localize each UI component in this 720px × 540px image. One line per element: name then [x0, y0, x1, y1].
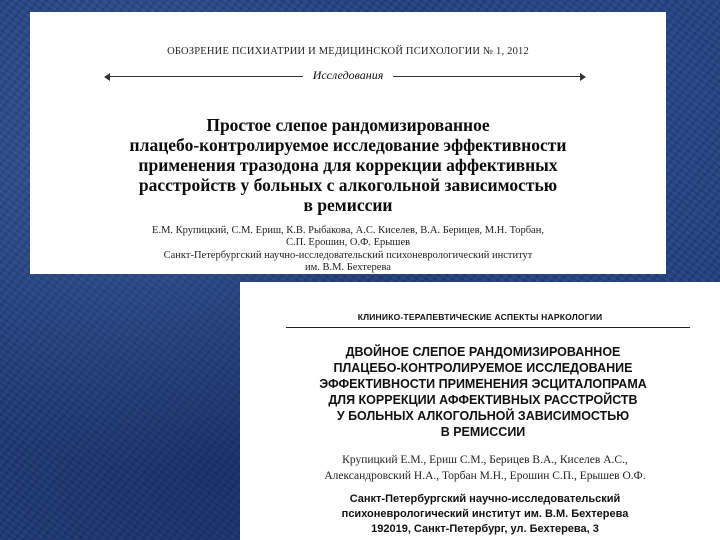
title-line: ДЛЯ КОРРЕКЦИИ АФФЕКТИВНЫХ РАССТРОЙСТВ	[328, 393, 638, 407]
institution-line: Санкт-Петербургский научно-исследовательский	[349, 493, 621, 505]
header-rule	[286, 327, 690, 328]
title-line: ДВОЙНОЕ СЛЕПОЕ РАНДОМИЗИРОВАННОЕ	[345, 345, 621, 359]
article-title	[280, 344, 686, 440]
institution-line: 192019, Санкт-Петербург, ул. Бехтерева, 3	[371, 523, 599, 535]
title-line: плацебо-контролируемое исследование эффективности	[129, 135, 567, 155]
title-line: ПЛАЦЕБО-КОНТРОЛИРУЕМОЕ ИССЛЕДОВАНИЕ	[333, 361, 633, 375]
institution-line: им. В.М. Бехтерева	[305, 262, 391, 273]
title-line: в ремиссии	[303, 195, 393, 215]
journal-header: ОБОЗРЕНИЕ ПСИХИАТРИИ И МЕДИЦИНСКОЙ ПСИХОЛОГИИ № 1, 2012	[167, 46, 529, 57]
author-line: Е.М. Крупицкий, С.М. Ериш, К.В. Рыбакова, А.С. Киселев, В.А. Берицев, М.Н. Торбан,	[152, 225, 544, 236]
title-line: В РЕМИССИИ	[440, 425, 526, 439]
title-line: применения тразодона для коррекции аффективных	[138, 155, 558, 175]
institution	[90, 250, 606, 274]
section-label	[30, 68, 666, 83]
title-line: расстройств у больных с алкогольной зависимостью	[138, 175, 558, 195]
author-line: С.П. Ерошин, О.Ф. Ерышев	[285, 237, 411, 248]
authors	[90, 225, 606, 249]
section-label-text: Исследования	[303, 68, 394, 82]
section-header: КЛИНИКО-ТЕРАПЕВТИЧЕСКИЕ АСПЕКТЫ НАРКОЛОГИИ	[357, 312, 603, 322]
title-line: Простое слепое рандомизированное	[206, 115, 490, 135]
article-bottom-clipping	[240, 282, 720, 540]
article-title	[70, 115, 626, 215]
institution	[280, 492, 690, 537]
author-line: Крупицкий Е.М., Ериш С.М., Берицев В.А., Киселев А.С.,	[342, 454, 628, 466]
authors	[270, 452, 700, 484]
institution-line: Санкт-Петербургский научно-исследовательский психоневрологический институт	[163, 250, 533, 261]
title-line: ЭФФЕКТИВНОСТИ ПРИМЕНЕНИЯ ЭСЦИТАЛОПРАМА	[319, 377, 647, 391]
article-top-clipping	[30, 12, 666, 274]
author-line: Александровский Н.А., Торбан М.Н., Ерошин С.П., Ерышев О.Ф.	[324, 470, 646, 482]
institution-line: психоневрологический институт им. В.М. Бехтерева	[341, 508, 629, 520]
title-line: У БОЛЬНЫХ АЛКОГОЛЬНОЙ ЗАВИСИМОСТЬЮ	[336, 409, 630, 423]
